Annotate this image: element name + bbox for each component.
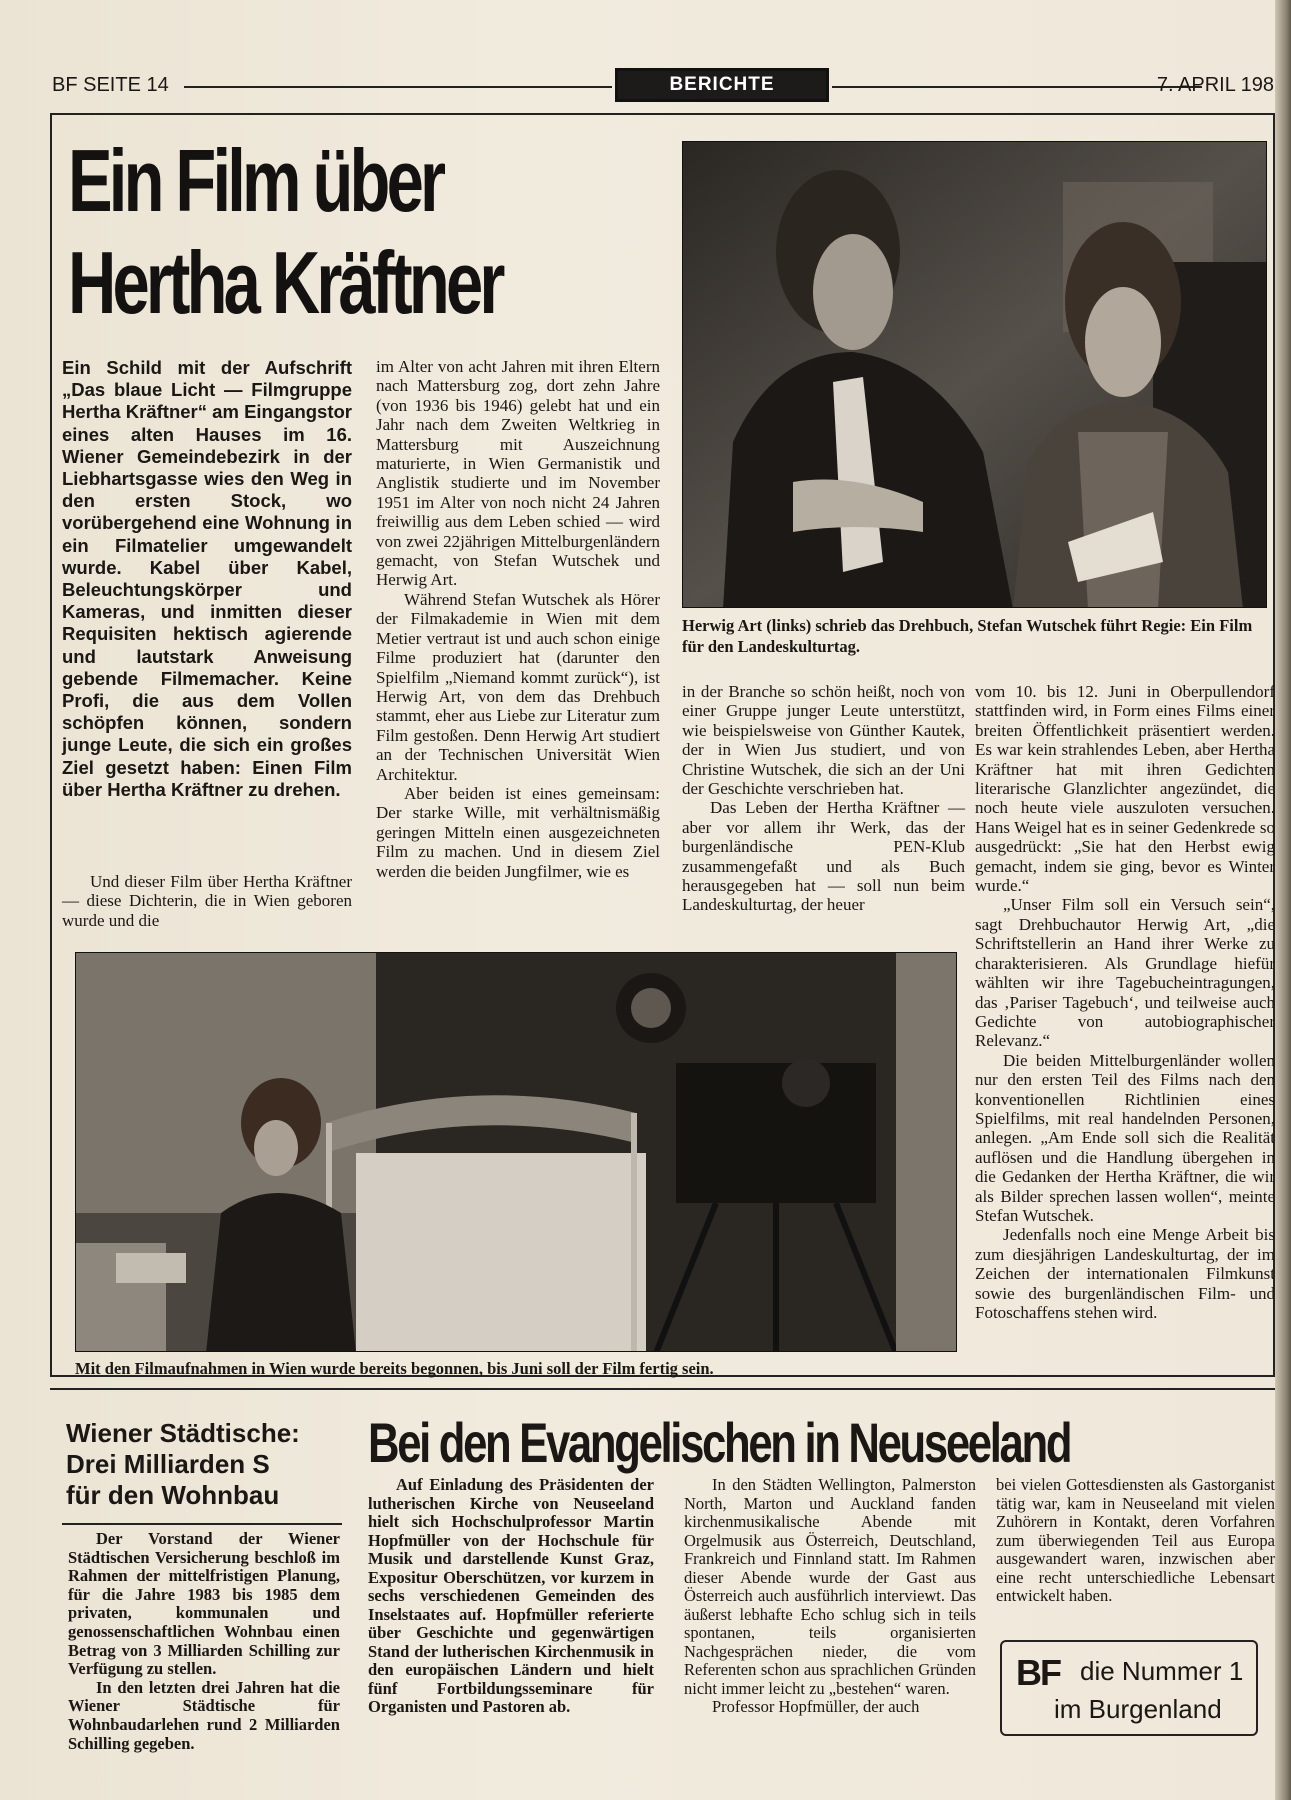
- paragraph: Die beiden Mittelburgenländer wollen nur den ersten Teil des Films nach den konventionellen Richtlinien eines Spielfilms, mit real handelnden Personen, anlegen. „Am Ende soll sich die Realität auflösen und die Handlung übergehen in die Gedanken der Hertha Kräftner, die wir als Bilder sprechen lassen wollen“, meinte Stefan Wutschek.: [975, 1050, 1275, 1225]
- header-rule-right: [832, 86, 1202, 88]
- photo-portrait: [682, 141, 1267, 608]
- paragraph: In den letzten drei Jahren hat die Wiener Städtische für Wohnbaudarlehen rund 2 Milliarden Schilling gegeben.: [68, 1677, 340, 1753]
- paragraph: „Unser Film soll ein Versuch sein“, sagt Drehbuchautor Herwig Art, „die Schriftstellerin an Hand ihrer Werke zu charakterisieren. Als Grundlage hiefür wählten wir ihre Tagebucheintragungen, das ‚Pariser Tagebuch‘, und teilweise auch Gedichte von autobiographischer Relevanz.“: [975, 895, 1275, 1051]
- paragraph: Aber beiden ist eines gemeinsam: Der starke Wille, mit verhältnismäßig geringen Mitteln einen ausgezeichneten Film zu machen. Und in diesem Ziel werden die beiden Jungfilmer, wie es: [376, 783, 660, 881]
- headline-line-1: Ein Film über: [68, 131, 443, 230]
- paragraph: Auf Einladung des Präsidenten der lutherischen Kirche von Neuseeland hielt sich Hochschulprofessor Martin Hopfmüller von der Hochschule für Musik und darstellende Kunst Graz, Expositur Oberschützen, vor kurzem in sechs verschiedenen Gemeinden des Inselstaates auf. Hopfmüller referierte über Geschichte und gegenwärtigen Stand der lutherischen Kirchenmusik in den europäischen Ländern und hielt fünf Fortbildungsseminare für Organisten und Pastoren ab.: [368, 1475, 654, 1716]
- photo-film-set-image: [76, 953, 957, 1352]
- page-number: BF SEITE 14: [52, 74, 169, 96]
- section-label: BERICHTE: [615, 68, 829, 102]
- paragraph: Professor Hopfmüller, der auch: [712, 1697, 920, 1716]
- article-body-col4: [975, 682, 1275, 1322]
- issue-date: 7. APRIL 198: [1156, 74, 1274, 96]
- article-body-col2: [376, 357, 660, 881]
- article2-headline: [66, 1418, 336, 1511]
- photo-portrait-image: [683, 142, 1267, 608]
- article2-rule: [62, 1523, 342, 1525]
- article-body-col3: [682, 682, 965, 915]
- page-edge-shadow: [1275, 0, 1291, 1800]
- article-body-col1: Und dieser Film über Hertha Kräftner — diese Dichterin, die in Wien geboren wurde und die: [62, 872, 352, 930]
- article-lead: Ein Schild mit der Aufschrift „Das blaue Licht — Filmgruppe Hertha Kräftner“ am Eingangstor eines alten Hauses im 16. Wiener Gemeindebezirk in der Liebhartsgasse wies den Weg in den ersten Stock, wo vorübergehend eine Wohnung in ein Filmatelier umgewandelt wurde. Kabel über Kabel, Beleuchtungskörper und Kameras, und inmitten dieser Requisiten hektisch agierende und lautstark Anweisung gebende Filmemacher. Keine Profi, die aus dem Vollen schöpfen können, sondern junge Leute, die sich ein großes Ziel gesetzt haben: Einen Film über Hertha Kräftner zu drehen.: [62, 357, 352, 800]
- article3-col1: [368, 1476, 654, 1717]
- promo-line-1: die Nummer 1: [1080, 1656, 1244, 1686]
- article2-body: [68, 1530, 340, 1753]
- promo-line-2: im Burgenland: [1054, 1694, 1222, 1724]
- photo-caption-bottom: Mit den Filmaufnahmen in Wien wurde bereits begonnen, bis Juni soll der Film fertig sein.: [75, 1359, 714, 1378]
- article3-headline: Bei den Evangelischen in Neuseeland: [368, 1411, 1071, 1474]
- photo-caption-top: Herwig Art (links) schrieb das Drehbuch, Stefan Wutschek führt Regie: Ein Film für den Landeskulturtag.: [682, 616, 1253, 656]
- header-rule-left: [184, 86, 612, 88]
- paragraph: im Alter von acht Jahren mit ihren Eltern nach Mattersburg zog, dort zehn Jahre (von 1936 bis 1946) gelebt hat und ein Jahr nach dem Zweiten Weltkrieg in Mattersburg mit Auszeichnung maturierte, in Wien Germanistik und Anglistik studierte und im November 1951 im Alter von noch nicht 24 Jahren freiwillig aus dem Leben schied — wird von zwei 22jährigen Mittelburgenländern gemacht, von Stefan Wutschek und Herwig Art.: [376, 357, 660, 590]
- page-header: [52, 74, 1274, 100]
- paragraph: bei vielen Gottesdiensten als Gastorganist tätig war, kam in Neuseeland mit vielen Zuhörern in Kontakt, deren Vorfahren zum überwiegenden Teil aus Europa ausgewandert waren, inzwischen aber eine recht unterschiedliche Lebensart entwickelt haben.: [996, 1475, 1275, 1605]
- promo-box: [1000, 1640, 1258, 1736]
- paragraph: Das Leben der Hertha Kräftner — aber vor allem ihr Werk, das der burgenländische PEN-Klub zusammengefaßt und als Buch herausgegeben hat — soll nun beim Landeskulturtag, der heuer: [682, 798, 965, 915]
- paragraph: Jedenfalls noch eine Menge Arbeit bis zum diesjährigen Landeskulturtag, der im Zeichen der internationalen Filmkunst sowie des burgenländischen Film- und Fotoschaffens stehen wird.: [975, 1225, 1275, 1322]
- paragraph: in der Branche so schön heißt, noch von einer Gruppe junger Leute unterstützt, wie beispielsweise von Günther Kautek, der in Wien Jus studiert, und von Christine Wutschek, die sich an der Uni der Geschichte verschrieben hat.: [682, 682, 965, 799]
- paragraph: vom 10. bis 12. Juni in Oberpullendorf stattfinden wird, in Form eines Films einer breiten Öffentlichkeit präsentiert werden. Es war kein strahlendes Leben, aber Hertha Kräftner hat mit ihren Gedichten literarische Glanzlichter angezündet, die noch heute viele auszuloten versuchen. Hans Weigel hat es in seiner Gedenkrede so ausgedrückt: „Sie hat den Herbst ewig gemacht, indem sie ging, bevor es Winter wurde.“: [975, 682, 1275, 896]
- headline: [68, 130, 524, 334]
- photo-film-set: [75, 952, 957, 1352]
- article3-col3: [996, 1476, 1275, 1606]
- article2-headline-line-3: für den Wohnbau: [66, 1480, 280, 1510]
- paragraph: Während Stefan Wutschek als Hörer der Filmakademie in Wien mit dem Metier vertraut ist und auch schon einige Filme produziert hat (darunter den Spielfilm „Niemand kommt zurück“), ist Herwig Art, von dem das Drehbuch stammt, eher aus Liebe zur Literatur zum Film gestoßen. Denn Herwig Art studiert an der Technischen Universität Wien Architektur.: [376, 589, 660, 784]
- paragraph: In den Städten Wellington, Palmerston North, Marton und Auckland fanden kirchenmusikalische Abende mit Orgelmusik aus Österreich, Deutschland, Frankreich und Finnland statt. Im Rahmen dieser Abende wurde der Gast aus Österreich auch ausführlich interviewt. Das äußerst lebhafte Echo schlug sich in teils spontanen, teils organisierten Nachgesprächen nieder, die vom Referenten schon aus sprachlichen Gründen nicht immer leicht zu „bestehen“ waren.: [684, 1475, 976, 1698]
- paragraph: Der Vorstand der Wiener Städtischen Versicherung beschloß im Rahmen der mittelfristigen Planung, für die Jahre 1983 bis 1985 dem privaten, kommunalen und genossenschaftlichen Wohnbau einen Betrag von 3 Milliarden Schilling zur Verfügung zu stellen.: [68, 1529, 340, 1679]
- article2-headline-line-2: Drei Milliarden S: [66, 1449, 270, 1479]
- headline-line-2: Hertha Kräftner: [68, 233, 502, 332]
- promo-logo: BF: [1016, 1652, 1060, 1693]
- article2-headline-line-1: Wiener Städtische:: [66, 1418, 300, 1448]
- article3-col2: [684, 1476, 976, 1717]
